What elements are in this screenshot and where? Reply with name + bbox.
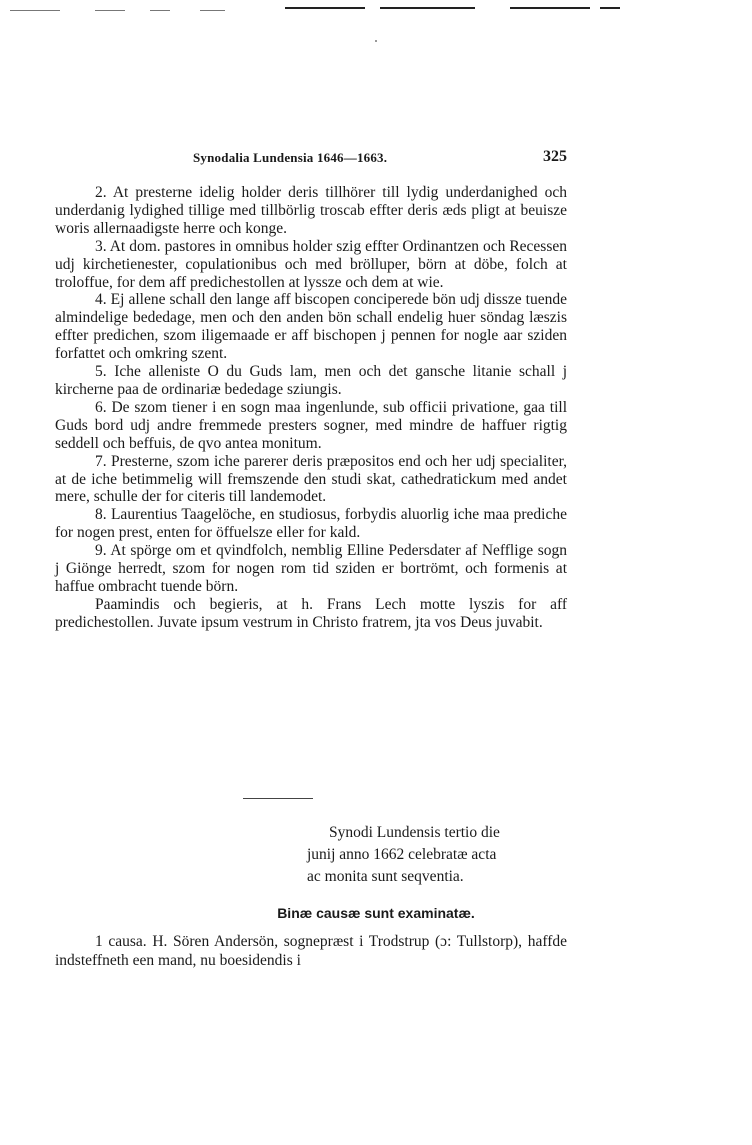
paragraph: 3. At dom. pastores in omnibus holder szig effter Ordinantzen och Recessen udj kirchetienester, copulationibus och med brölluper, börn at döbe, folch at troloffue, for dem aff predichestollen at lyssze och dem at wie.	[55, 237, 567, 291]
paragraph: 1 causa. H. Sören Andersön, sognepræst i Trodstrup (ɔ: Tullstorp), haffde indsteffneth een mand, nu boesidendis i	[55, 933, 567, 969]
body-text	[55, 184, 567, 632]
paragraph: 4. Ej allene schall den lange aff biscopen conciperede bön udj dissze tuende almindelige bededage, men och den anden bön schall endelig huer söndag læszis effter predichen, szom iligemaade er aff bischopen j pennen for nogle aar sziden forfattet och omkring szent.	[55, 291, 567, 363]
paragraph: 9. At spörge om et qvindfolch, nemblig Elline Pedersdater af Nefflige sogn j Giönge herredt, szom for nogen rom tid sziden er bortrömt, och formenis at haffue ombracht tuende börn.	[55, 542, 567, 595]
page-header	[55, 148, 567, 170]
paragraph: 6. De szom tiener i en sogn maa ingenlunde, sub officii privatione, gaa till Guds bord udj andre fremmede presters sogner, med mindre de haffuer rigtig seddell och beffuis, de qvo antea monitum.	[55, 398, 567, 452]
section-divider	[243, 798, 313, 799]
paragraph: 2. At presterne idelig holder deris tillhörer till lydig underdanighed och underdanig lydighed tillige med tillbörlig troscab effter deris æds pligt at beuisze woris allernaadigste herre och konge.	[55, 184, 567, 237]
paragraph: 8. Laurentius Taagelöche, en studiosus, forbydis aluorlig iche maa prediche for nogen prest, enten for öffuelsze eller for kald.	[55, 506, 567, 542]
paragraph: Paamindis och begieris, at h. Frans Lech motte lyszis for aff predichestollen. Juvate ipsum vestrum in Christo fratrem, jta vos Deus juvabit.	[55, 595, 567, 631]
section-heading-line: junij anno 1662 celebratæ acta	[307, 846, 497, 863]
section-heading-line: ac monita sunt seqventia.	[307, 868, 464, 885]
scan-speck	[375, 40, 377, 42]
running-title: Synodalia Lundensia 1646—1663.	[193, 150, 388, 165]
final-paragraph	[55, 932, 567, 970]
section-heading	[307, 822, 567, 888]
section-heading-line: Synodi Lundensis tertio die	[329, 824, 500, 841]
paragraph: 7. Presterne, szom iche parerer deris præpositos end och her udj specialiter, at de iche betimmelig will fremszende den studi skat, cathedratickum med andet mere, schulle der for citeris till landemodet.	[55, 452, 568, 506]
subheading: Binæ causæ sunt examinatæ.	[277, 905, 475, 921]
page-number: 325	[543, 148, 567, 165]
scan-edge-artifact	[0, 0, 752, 14]
paragraph: 5. Iche alleniste O du Guds lam, men och det gansche litanie schall j kircherne paa de ordinariæ bededage sziungis.	[55, 363, 567, 398]
